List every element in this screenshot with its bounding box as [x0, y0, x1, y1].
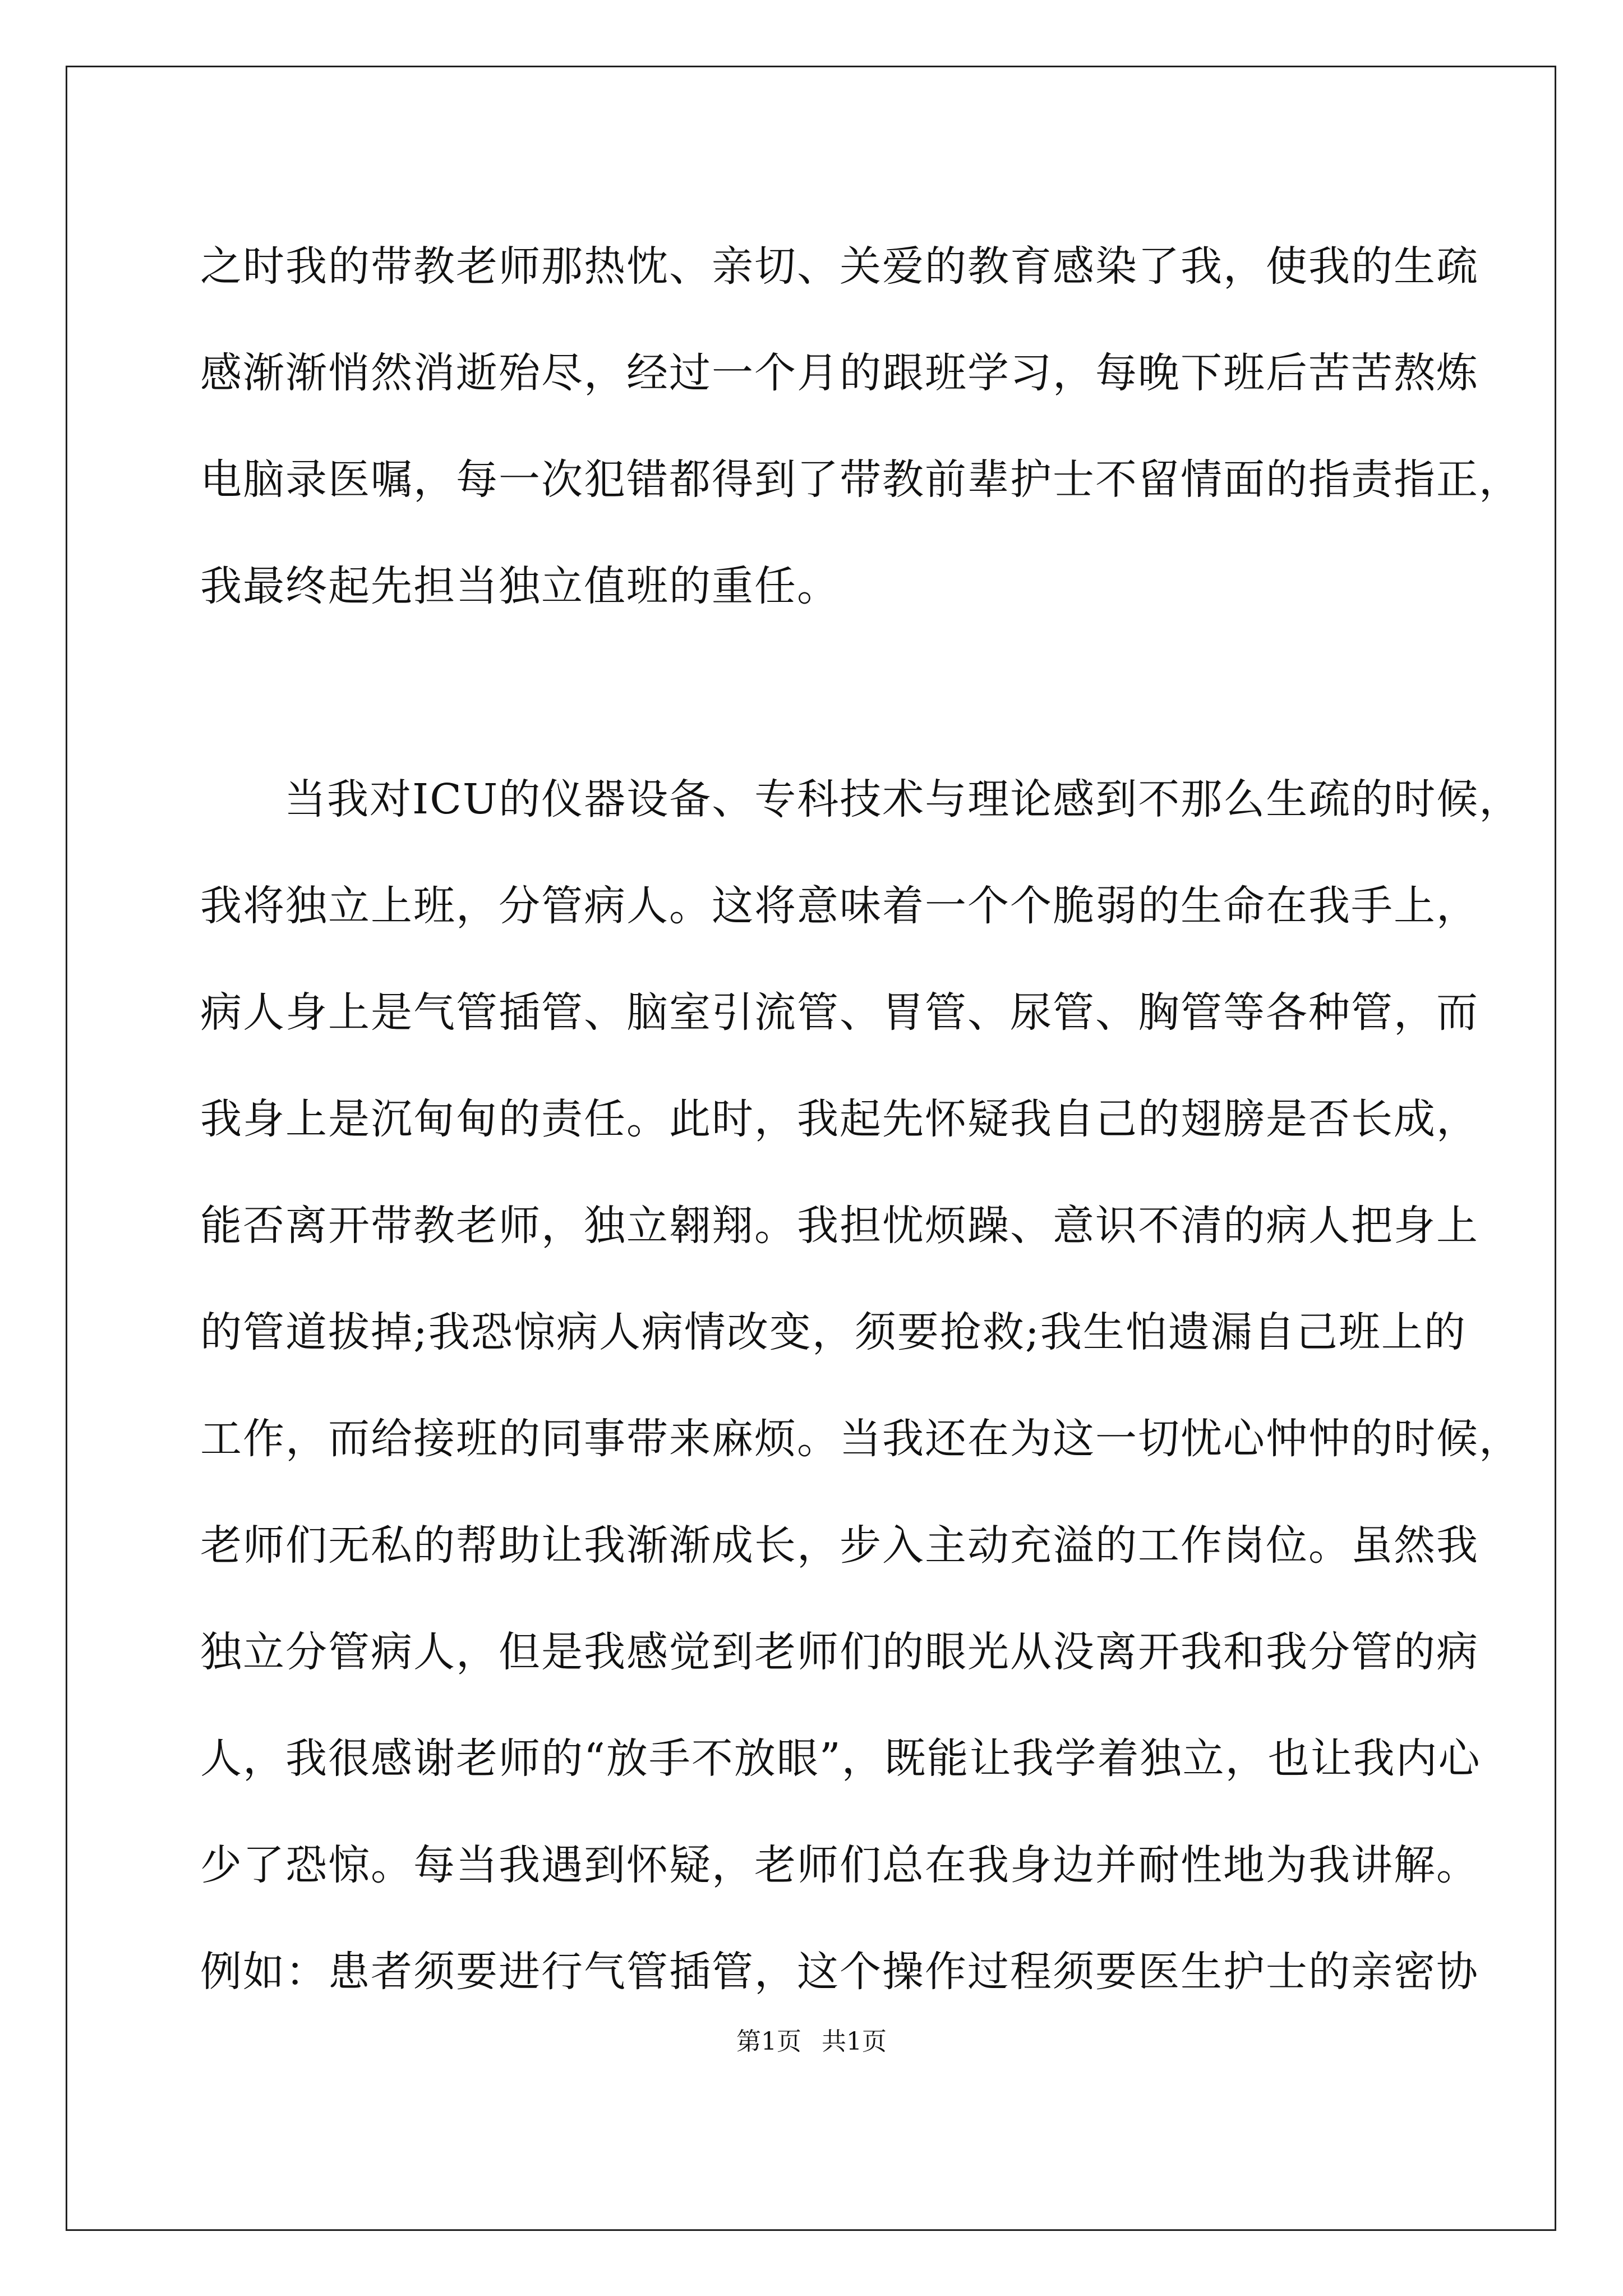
page-total: 共1页	[822, 2027, 887, 2056]
text-line: 病人身上是气管插管、脑室引流管、胃管、尿管、胸管等各种管，而	[200, 988, 1479, 1037]
page-number: 第1页	[736, 2027, 801, 2056]
paragraph-2	[200, 746, 1522, 2025]
text-line: 我最终起先担当独立值班的重任。	[200, 562, 840, 610]
text-line: 的管道拔掉;我恐惊病人病情改变，须要抢救;我生怕遗漏自己班上的	[200, 1308, 1467, 1356]
text-line: 电脑录医嘱，每一次犯错都得到了带教前辈护士不留情面的指责指正，	[200, 455, 1521, 504]
text-line: 我将独立上班，分管病人。这将意味着一个个脆弱的生命在我手上，	[200, 882, 1479, 930]
text-line: 例如：患者须要进行气管插管，这个操作过程须要医生护士的亲密协	[200, 1948, 1479, 1996]
text-line: 感渐渐悄然消逝殆尽，经过一个月的跟班学习，每晚下班后苦苦熬炼	[200, 349, 1479, 397]
text-line: 当我对ICU的仪器设备、专科技术与理论感到不那么生疏的时候，	[284, 775, 1522, 823]
text-line: 独立分管病人，但是我感觉到老师们的眼光从没离开我和我分管的病	[200, 1628, 1479, 1676]
text-line: 少了恐惊。每当我遇到怀疑，老师们总在我身边并耐性地为我讲解。	[200, 1841, 1479, 1889]
text-line: 人，我很感谢老师的“放手不放眼”，既能让我学着独立，也让我内心	[200, 1734, 1481, 1783]
paragraph-1	[200, 213, 1521, 639]
document-body	[200, 213, 1522, 2025]
text-line: 老师们无私的帮助让我渐渐成长，步入主动充溢的工作岗位。虽然我	[200, 1521, 1479, 1570]
text-line: 我身上是沉甸甸的责任。此时，我起先怀疑我自己的翅膀是否长成，	[200, 1095, 1479, 1143]
text-line: 能否离开带教老师，独立翱翔。我担忧烦躁、意识不清的病人把身上	[200, 1202, 1479, 1250]
text-line: 之时我的带教老师那热忱、亲切、关爱的教育感染了我，使我的生疏	[200, 242, 1479, 291]
text-line: 工作，而给接班的同事带来麻烦。当我还在为这一切忧心忡忡的时候，	[200, 1415, 1521, 1463]
page-footer	[0, 2025, 1623, 2059]
